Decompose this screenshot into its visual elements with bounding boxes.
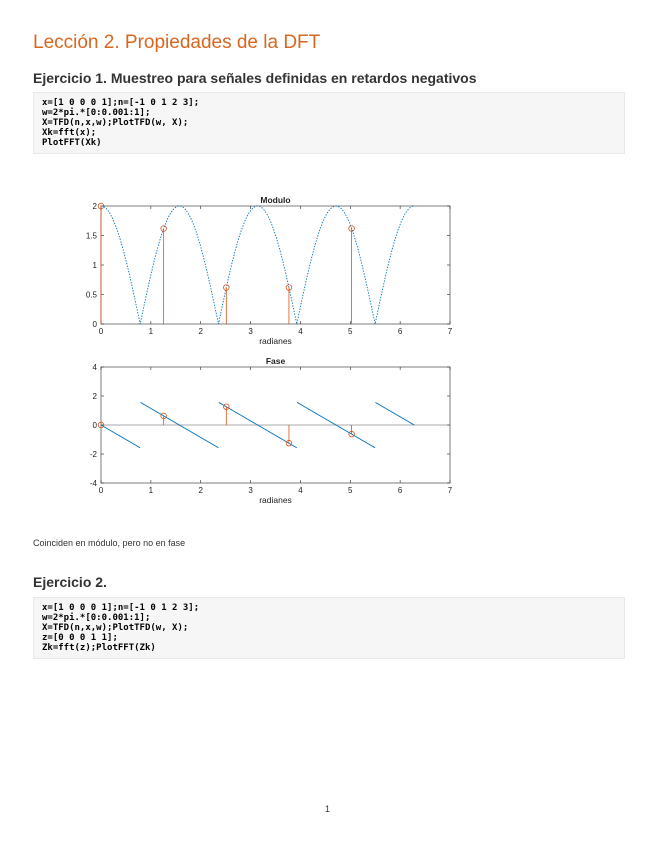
x-tick-label: 0 <box>98 486 104 495</box>
code-line: Zk=fft(z);PlotFFT(Zk) <box>42 643 156 653</box>
x-tick-label: 3 <box>248 486 253 495</box>
page-number: 1 <box>324 804 330 814</box>
x-tick-label: 3 <box>248 327 253 336</box>
y-tick-label: 0.5 <box>85 290 97 300</box>
x-axis-label: radianes <box>259 336 292 346</box>
y-tick-label: -2 <box>89 450 97 459</box>
chart-fase <box>98 367 450 483</box>
code-line: w=2*pi.*[0:0.001:1]; <box>42 613 151 623</box>
page-title: Lección 2. Propiedades de la DFT <box>33 32 321 53</box>
series-curve <box>101 206 414 324</box>
y-tick-label: 2 <box>92 202 97 211</box>
y-tick-label: 0 <box>92 320 97 329</box>
axes-box <box>101 206 450 324</box>
x-tick-label: 5 <box>348 327 353 336</box>
x-tick-label: 4 <box>298 486 303 495</box>
y-tick-label: 2 <box>92 392 97 401</box>
series-curve <box>101 425 140 448</box>
y-tick-label: -4 <box>89 479 97 488</box>
x-axis-label: radianes <box>259 495 292 505</box>
y-tick-label: 4 <box>92 363 97 372</box>
chart-title: Modulo <box>260 195 291 205</box>
x-tick-label: 0 <box>98 327 104 336</box>
y-tick-label: 0 <box>92 421 97 430</box>
code-line: x=[1 0 0 0 1];n=[-1 0 1 2 3]; <box>42 98 200 108</box>
code-line: X=TFD(n,x,w);PlotTFD(w, X); <box>42 118 189 128</box>
chart-modulo <box>98 203 450 324</box>
x-tick-label: 4 <box>298 327 303 336</box>
y-tick-label: 1 <box>92 261 97 270</box>
x-tick-label: 7 <box>447 486 453 495</box>
ejercicio1-heading: Ejercicio 1. Muestreo para señales definidas en retardos negativos <box>33 70 477 86</box>
conclusion-text: Coinciden en módulo, pero no en fase <box>33 538 186 548</box>
x-tick-label: 1 <box>148 327 154 336</box>
x-tick-label: 7 <box>447 327 453 336</box>
code-line: w=2*pi.*[0:0.001:1]; <box>42 108 151 118</box>
x-tick-label: 6 <box>397 486 403 495</box>
code-line: z=[0 0 0 1 1]; <box>42 633 118 643</box>
x-tick-label: 5 <box>348 486 353 495</box>
y-tick-label: 1.5 <box>85 231 97 241</box>
code-line: X=TFD(n,x,w);PlotTFD(w, X); <box>42 623 189 633</box>
chart-title: Fase <box>265 356 286 366</box>
x-tick-label: 2 <box>198 327 203 336</box>
ejercicio2-heading: Ejercicio 2. <box>33 574 107 590</box>
code-line: Xk=fft(x); <box>42 128 97 138</box>
x-tick-label: 2 <box>198 486 203 495</box>
ejercicio2-code-block[interactable] <box>33 597 625 659</box>
code-line: x=[1 0 0 0 1];n=[-1 0 1 2 3]; <box>42 603 200 613</box>
x-tick-label: 6 <box>397 327 403 336</box>
x-tick-label: 1 <box>148 486 154 495</box>
series-curve <box>375 402 414 425</box>
code-line: PlotFFT(Xk) <box>42 138 102 148</box>
